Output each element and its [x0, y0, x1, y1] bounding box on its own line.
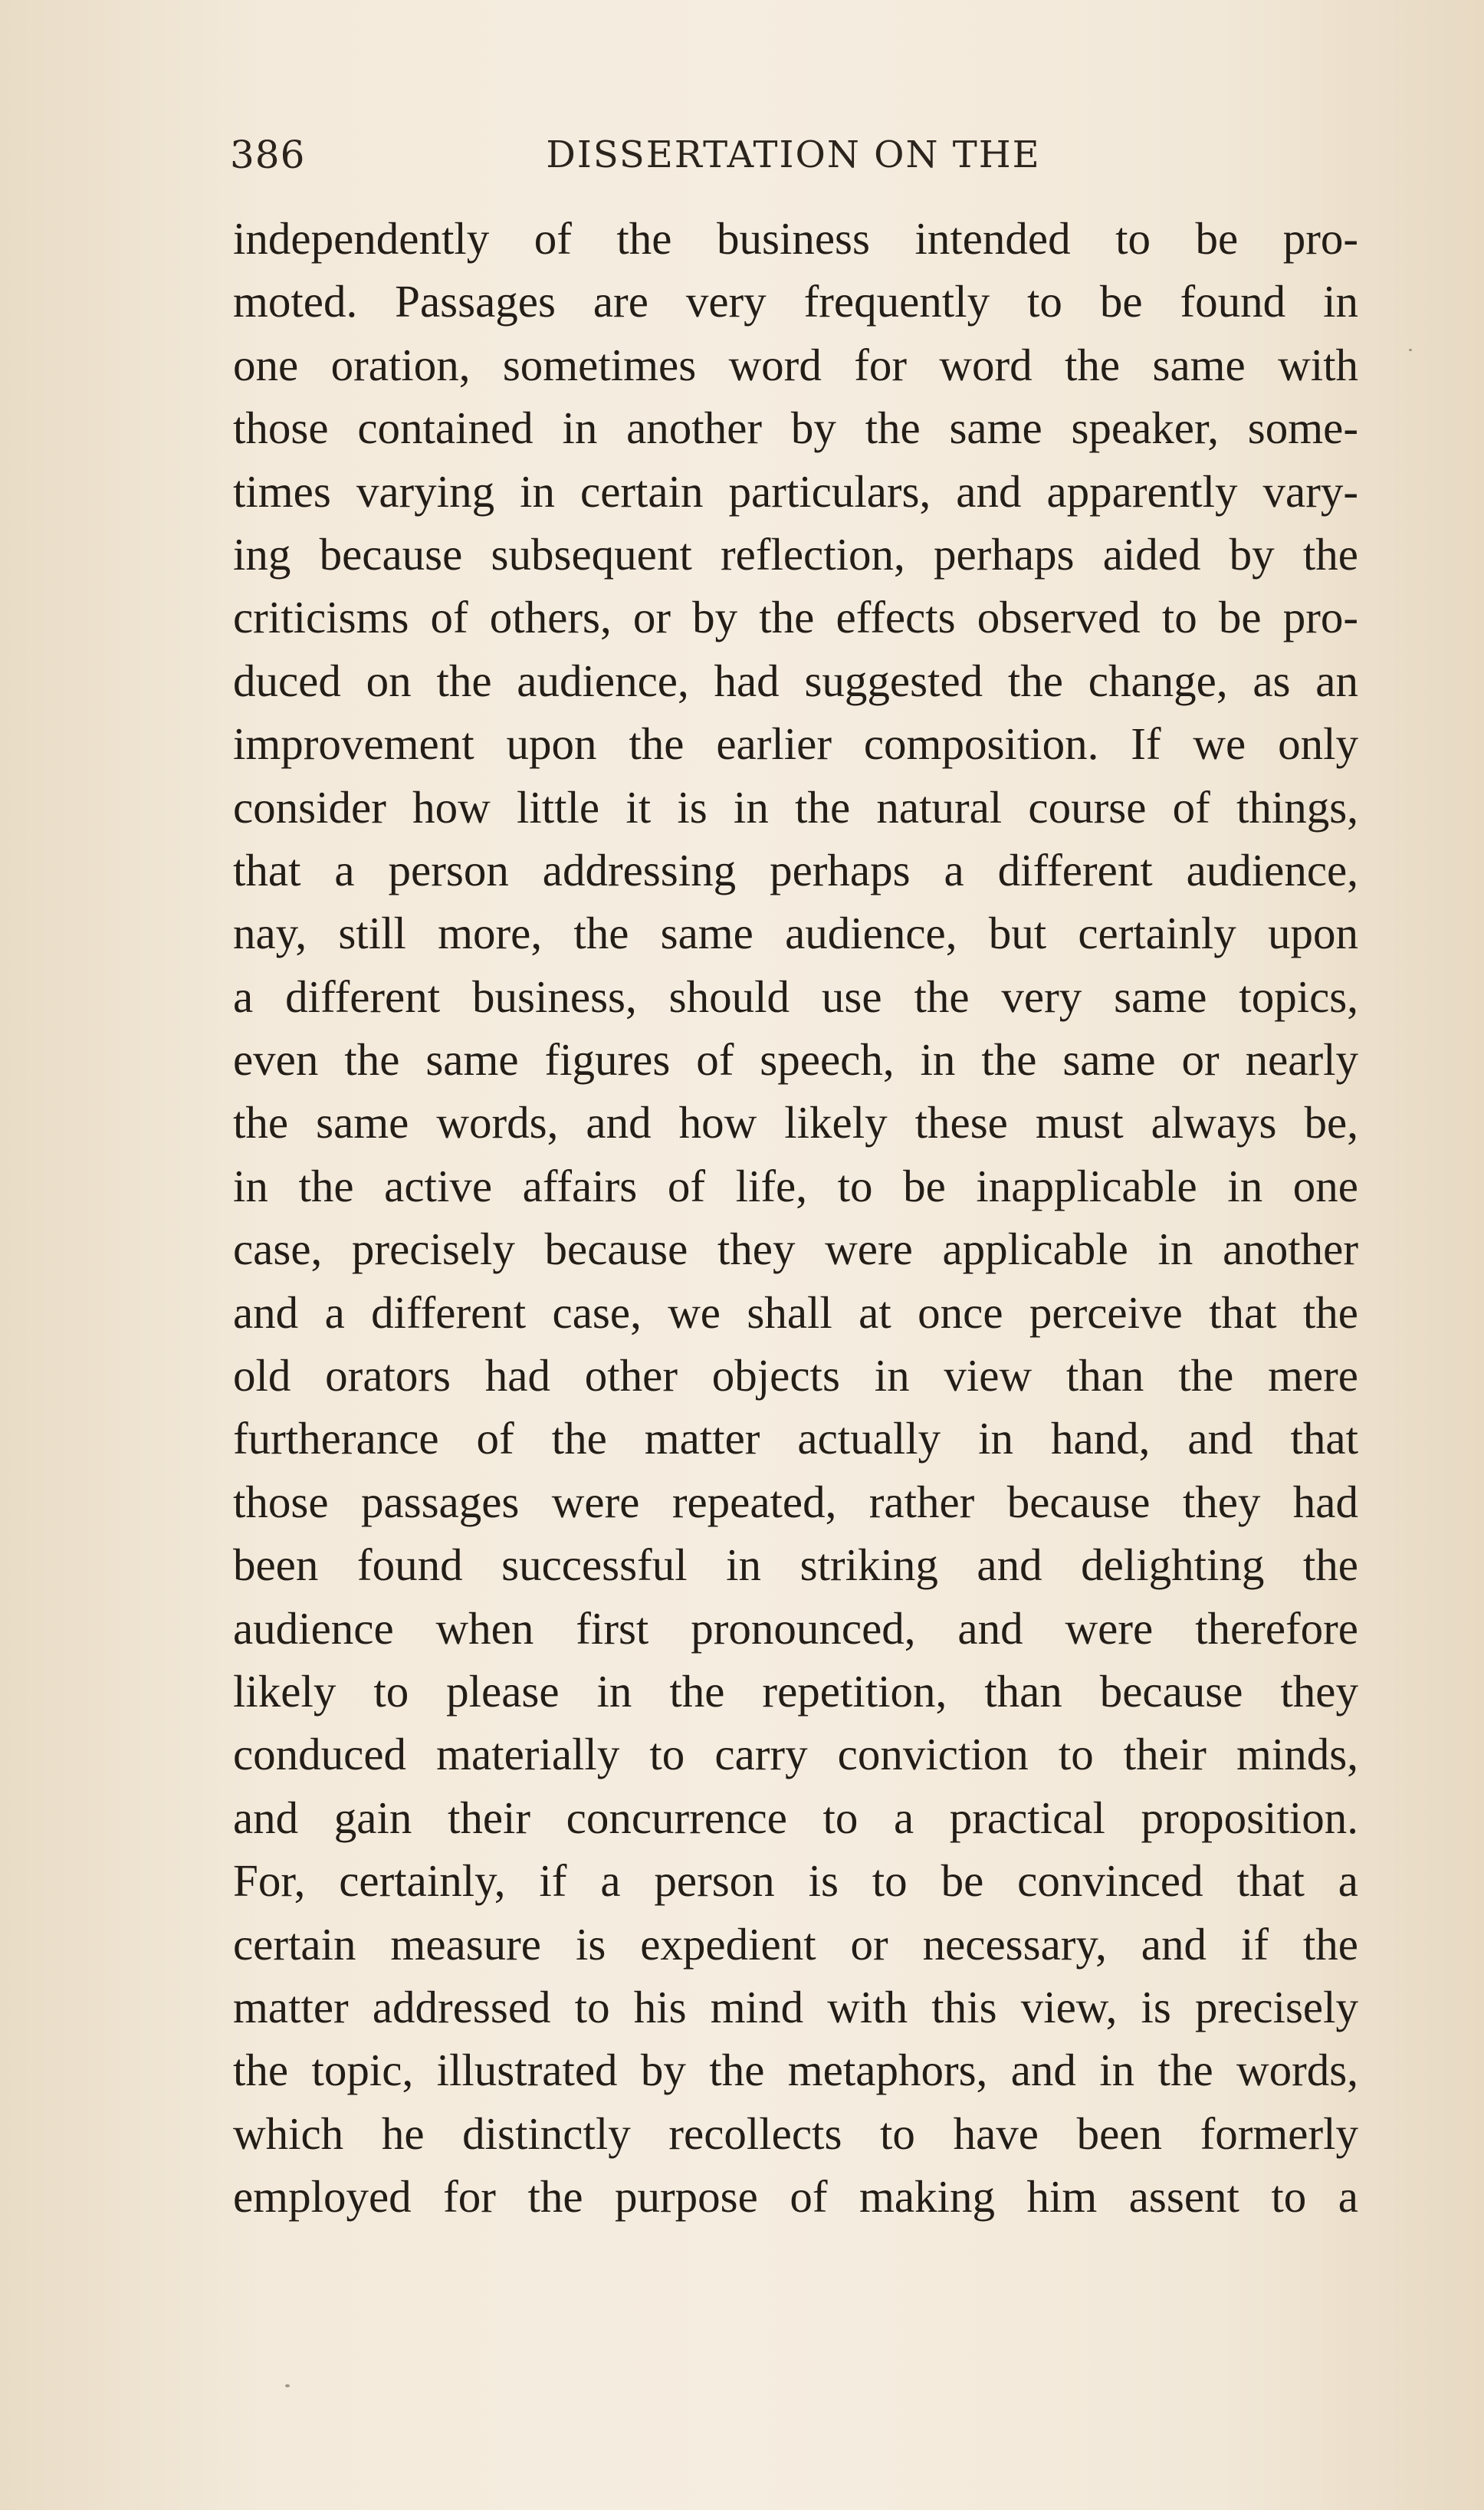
text-line: that a person addressing perhaps a different audience, [233, 844, 1358, 895]
text-line: moted. Passages are very frequently to be found in [233, 276, 1358, 327]
text-line: audience when first pronounced, and were therefore [233, 1602, 1358, 1654]
text-line: nay, still more, the same audience, but certainly upon [233, 908, 1358, 959]
body-text [233, 207, 1358, 2229]
paper-speck [1409, 349, 1412, 351]
text-line: even the same figures of speech, in the same or nearly [233, 1034, 1358, 1086]
text-line: old orators had other objects in view than the mere [233, 1350, 1358, 1401]
paper-speck [285, 2384, 290, 2387]
text-line: case, precisely because they were applicable in another [233, 1224, 1358, 1275]
text-line: times varying in certain particulars, and apparently vary- [233, 465, 1358, 517]
text-line: a different business, should use the very same topics, [233, 971, 1358, 1022]
page-number: 386 [230, 133, 306, 177]
text-line: in the active affairs of life, to be inapplicable in one [233, 1160, 1358, 1211]
text-line: been found successful in striking and delighting the [233, 1539, 1358, 1591]
text-line: furtherance of the matter actually in hand, and that [233, 1413, 1358, 1464]
text-line: duced on the audience, had suggested the change, as an [233, 655, 1358, 706]
text-line: employed for the purpose of making him assent to a [233, 2171, 1358, 2223]
text-line: For, certainly, if a person is to be convinced that a [233, 1855, 1358, 1907]
text-line: ing because subsequent reflection, perhaps aided by the [233, 528, 1358, 580]
text-line: improvement upon the earlier composition. If we only [233, 718, 1358, 770]
text-line: which he distinctly recollects to have been formerly [233, 2108, 1358, 2159]
text-line: independently of the business intended to be pro- [233, 213, 1358, 264]
text-line: the topic, illustrated by the metaphors, and in the words, [233, 2045, 1358, 2096]
text-line: the same words, and how likely these must always be, [233, 1097, 1358, 1148]
text-line: and gain their concurrence to a practical proposition. [233, 1792, 1358, 1843]
text-line: those contained in another by the same speaker, some- [233, 402, 1358, 454]
text-line: consider how little it is in the natural course of things, [233, 781, 1358, 833]
text-line: one oration, sometimes word for word the same with [233, 339, 1358, 390]
text-line: likely to please in the repetition, than because they [233, 1665, 1358, 1717]
text-line: conduced materially to carry conviction to their minds, [233, 1729, 1358, 1780]
text-line: and a different case, we shall at once perceive that the [233, 1286, 1358, 1338]
text-line: matter addressed to his mind with this view, is precisely [233, 1981, 1358, 2032]
running-title: DISSERTATION ON THE [546, 133, 1041, 176]
text-line: those passages were repeated, rather because they had [233, 1476, 1358, 1527]
text-line: certain measure is expedient or necessary, and if the [233, 1918, 1358, 1970]
running-head [230, 132, 1357, 178]
text-line: criticisms of others, or by the effects observed to be pro- [233, 592, 1358, 643]
